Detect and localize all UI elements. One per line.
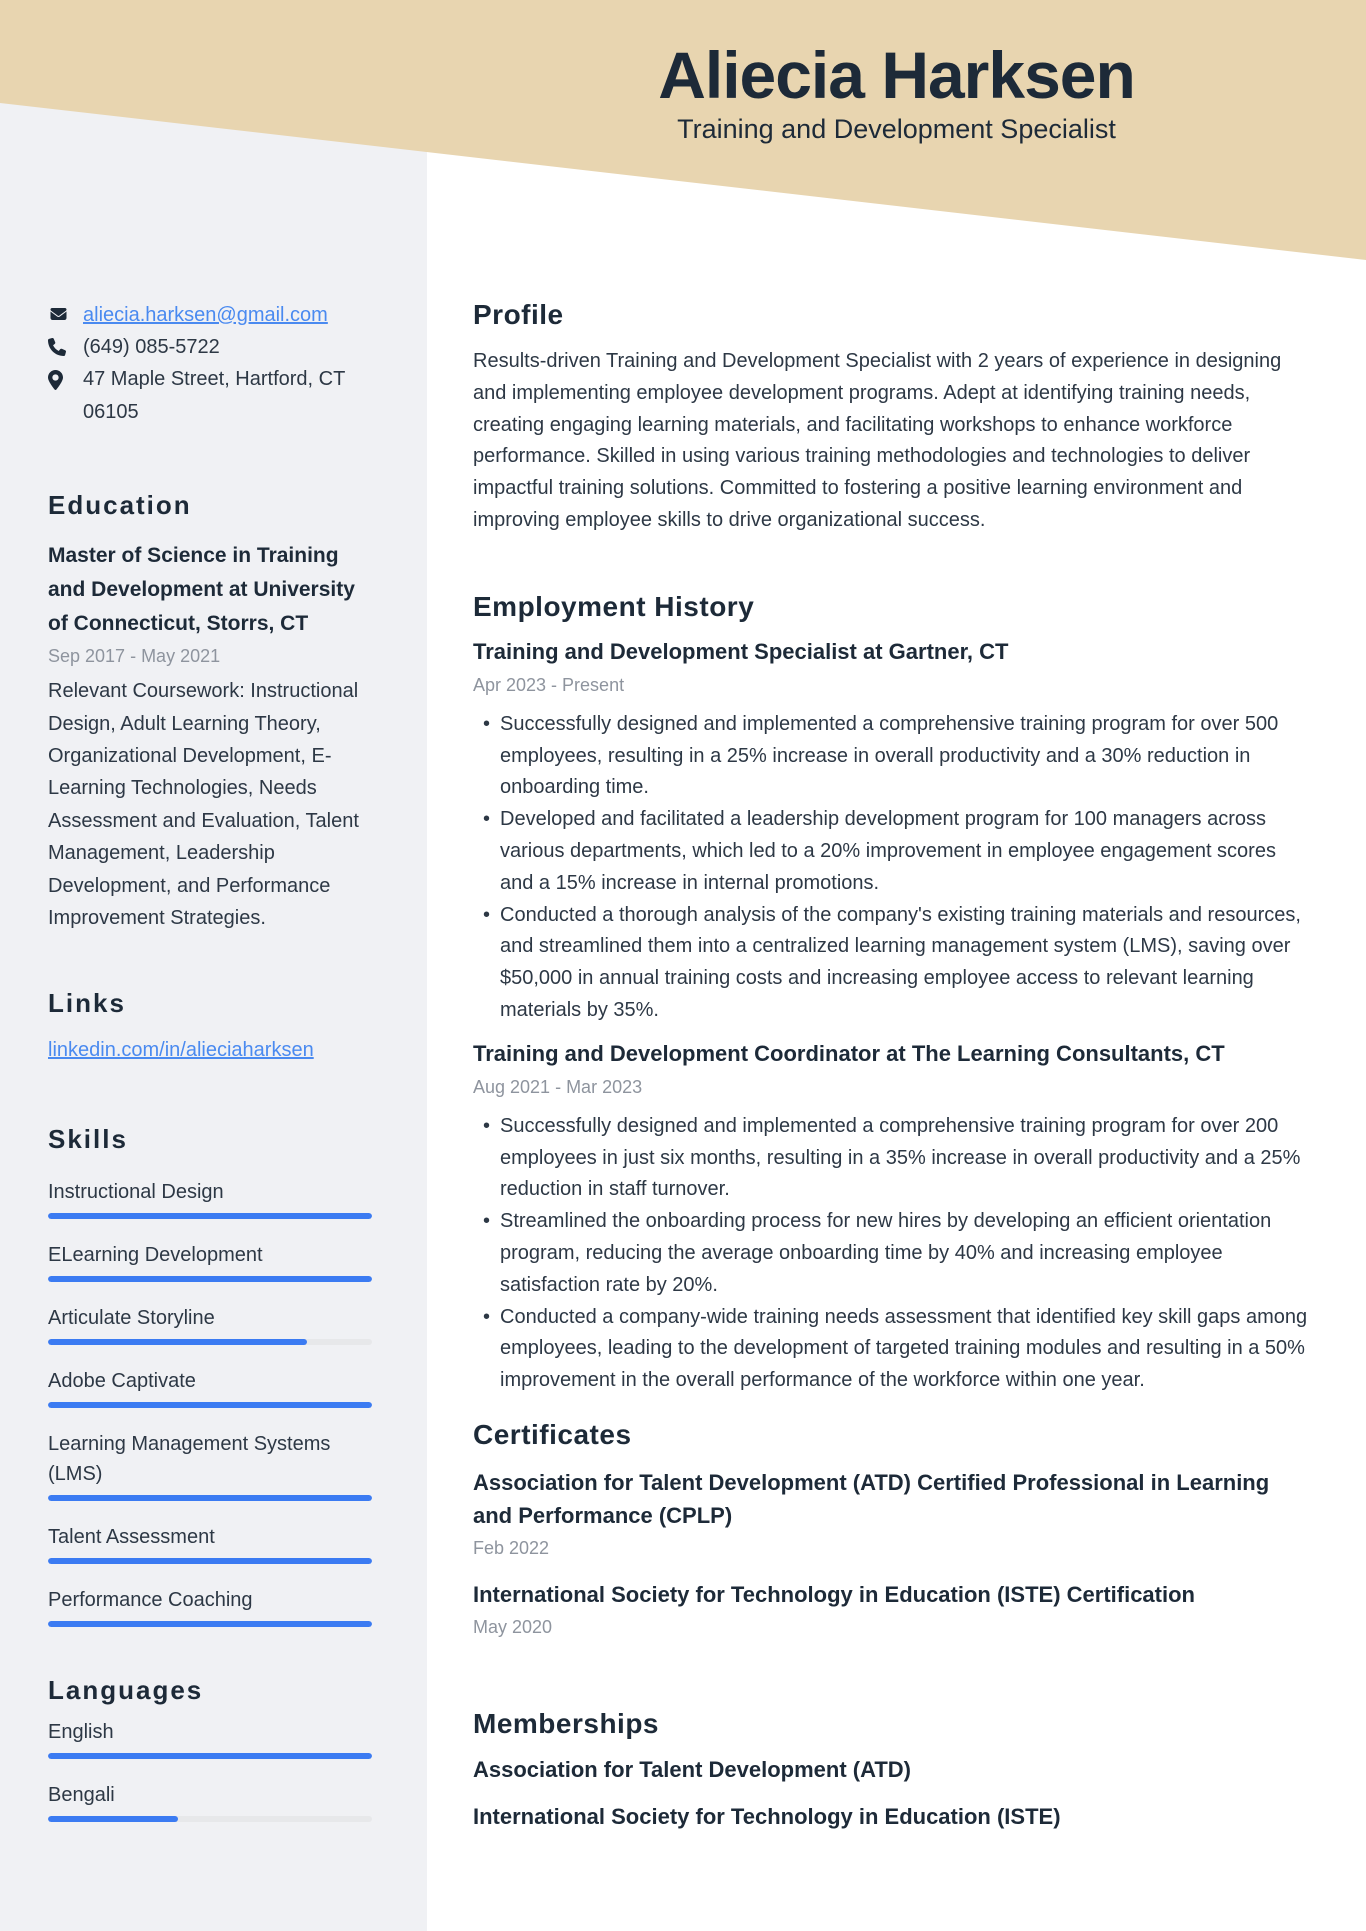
language-bar-track (48, 1753, 372, 1759)
email-icon (48, 299, 70, 322)
profile-heading: Profile (473, 299, 564, 330)
membership-item: International Society for Technology in Education (ISTE) (473, 1803, 1061, 1829)
skill-bar-fill (48, 1276, 372, 1282)
person-title: Training and Development Specialist (677, 114, 1116, 144)
skill-item (48, 1585, 372, 1627)
skill-bar-track (48, 1558, 372, 1564)
skill-bar-track (48, 1495, 372, 1501)
languages-heading: Languages (48, 1675, 204, 1706)
job-bullet: • Conducted a thorough analysis of the company's existing training materials and resources, and streamlined them into a centralized learning management system (LMS), saving over $50,000 in annual training costs and increasing employee access to relevant learning materials by 35%. (500, 900, 1310, 1027)
skill-bar-track (48, 1276, 372, 1282)
languages-list (48, 1717, 372, 1822)
job-bullet: • Conducted a company-wide training needs assessment that identified key skill gaps among employees, leading to the development of targeted training modules and resulting in a 50% improvement in the overall performance of the workforce within one year. (500, 1302, 1310, 1397)
job-dates: Aug 2021 - Mar 2023 (473, 1076, 643, 1097)
contact-email-row (48, 299, 372, 331)
profile-text: Results-driven Training and Development Specialist with 2 years of experience in designing and implementing employee development programs. Adept at identifying training needs, creating engaging learning materials, and facilitating workshops to enhance workforce performance. Skilled in using various training methodologies and technologies to deliver impactful training solutions. Committed to fostering a positive learning environment and improving employee skills to drive organizational success. (473, 350, 1282, 531)
certificate-date: Feb 2022 (473, 1537, 550, 1558)
skill-bar-fill (48, 1495, 372, 1501)
location-icon (48, 363, 70, 390)
language-label: English (48, 1721, 114, 1744)
skill-bar-fill (48, 1213, 372, 1219)
education-degree: Master of Science in Training and Development at University of Connecticut, Storrs, CT (48, 544, 355, 636)
sidebar (0, 0, 427, 1931)
language-bar-fill (48, 1816, 178, 1822)
linkedin-link[interactable]: linkedin.com/in/alieciaharksen (48, 1039, 314, 1062)
certificate-title: International Society for Technology in Education (ISTE) Certification (473, 1581, 1195, 1607)
phone-icon (48, 331, 70, 356)
job-bullet: • Successfully designed and implemented a comprehensive training program for over 200 employees in just six months, resulting in a 35% increase in overall productivity and a 25% reduction in staff turnover. (500, 1111, 1310, 1206)
skill-label: Talent Assessment (48, 1526, 215, 1549)
education-coursework: Relevant Coursework: Instructional Design, Adult Learning Theory, Organizational Development, E-Learning Technologies, Needs Assessment and Evaluation, Talent Management, Leadership Development, and Performance Improvement Strategies. (48, 680, 359, 930)
job-bullet: • Developed and facilitated a leadership development program for 100 managers across various departments, which led to a 20% improvement in employee engagement scores and a 15% increase in internal promotions. (500, 804, 1310, 899)
skill-item (48, 1429, 372, 1501)
skill-bar-fill (48, 1339, 307, 1345)
skills-heading: Skills (48, 1124, 128, 1155)
skill-item (48, 1303, 372, 1345)
address-value: 47 Maple Street, Hartford, CT 06105 (83, 368, 345, 423)
job-title: Training and Development Specialist at Gartner, CT (473, 638, 1009, 664)
certificates-heading: Certificates (473, 1418, 632, 1450)
skill-bar-fill (48, 1402, 372, 1408)
skill-bar-fill (48, 1558, 372, 1564)
email-link[interactable]: aliecia.harksen@gmail.com (83, 304, 328, 326)
phone-value: (649) 085-5722 (83, 336, 220, 358)
skill-bar-track (48, 1213, 372, 1219)
links-heading: Links (48, 988, 126, 1019)
contact-phone-row (48, 331, 372, 363)
skill-label: Learning Management Systems (LMS) (48, 1433, 331, 1486)
language-item (48, 1717, 372, 1759)
contact-address-row (48, 363, 372, 428)
job-bullet: • Streamlined the onboarding process for new hires by developing an efficient orientation program, reducing the average onboarding time by 40% and increasing employee satisfaction rate by 20%. (500, 1206, 1310, 1301)
skill-label: Articulate Storyline (48, 1307, 215, 1330)
skill-bar-track (48, 1621, 372, 1627)
language-label: Bengali (48, 1784, 115, 1807)
job-bullets (473, 709, 1310, 1027)
skill-label: Instructional Design (48, 1181, 224, 1204)
skills-list (48, 1177, 372, 1627)
membership-item: Association for Talent Development (ATD) (473, 1756, 912, 1782)
skill-label: Adobe Captivate (48, 1370, 196, 1393)
memberships-heading: Memberships (473, 1707, 659, 1739)
job-bullets (473, 1111, 1310, 1397)
skill-label: Performance Coaching (48, 1589, 253, 1612)
certificate-date: May 2020 (473, 1616, 553, 1637)
skill-item (48, 1177, 372, 1219)
employment-heading: Employment History (473, 590, 755, 622)
skill-item (48, 1366, 372, 1408)
skill-label: ELearning Development (48, 1244, 263, 1267)
link-item (48, 1034, 372, 1066)
person-name: Aliecia Harksen (658, 38, 1135, 112)
language-item (48, 1780, 372, 1822)
job-title: Training and Development Coordinator at The Learning Consultants, CT (473, 1040, 1225, 1066)
job-dates: Apr 2023 - Present (473, 674, 625, 695)
skill-bar-track (48, 1402, 372, 1408)
skill-bar-fill (48, 1621, 372, 1627)
language-bar-fill (48, 1753, 372, 1759)
main-content (427, 0, 1366, 1852)
education-dates: Sep 2017 - May 2021 (48, 646, 221, 667)
language-bar-track (48, 1816, 372, 1822)
skill-item (48, 1522, 372, 1564)
education-heading: Education (48, 490, 192, 521)
certificate-title: Association for Talent Development (ATD) Certified Professional in Learning and Performance (CPLP) (473, 1469, 1270, 1528)
skill-item (48, 1240, 372, 1282)
skill-bar-track (48, 1339, 372, 1345)
job-bullet: • Successfully designed and implemented a comprehensive training program for over 500 employees, resulting in a 25% increase in overall productivity and a 30% reduction in onboarding time. (500, 709, 1310, 804)
